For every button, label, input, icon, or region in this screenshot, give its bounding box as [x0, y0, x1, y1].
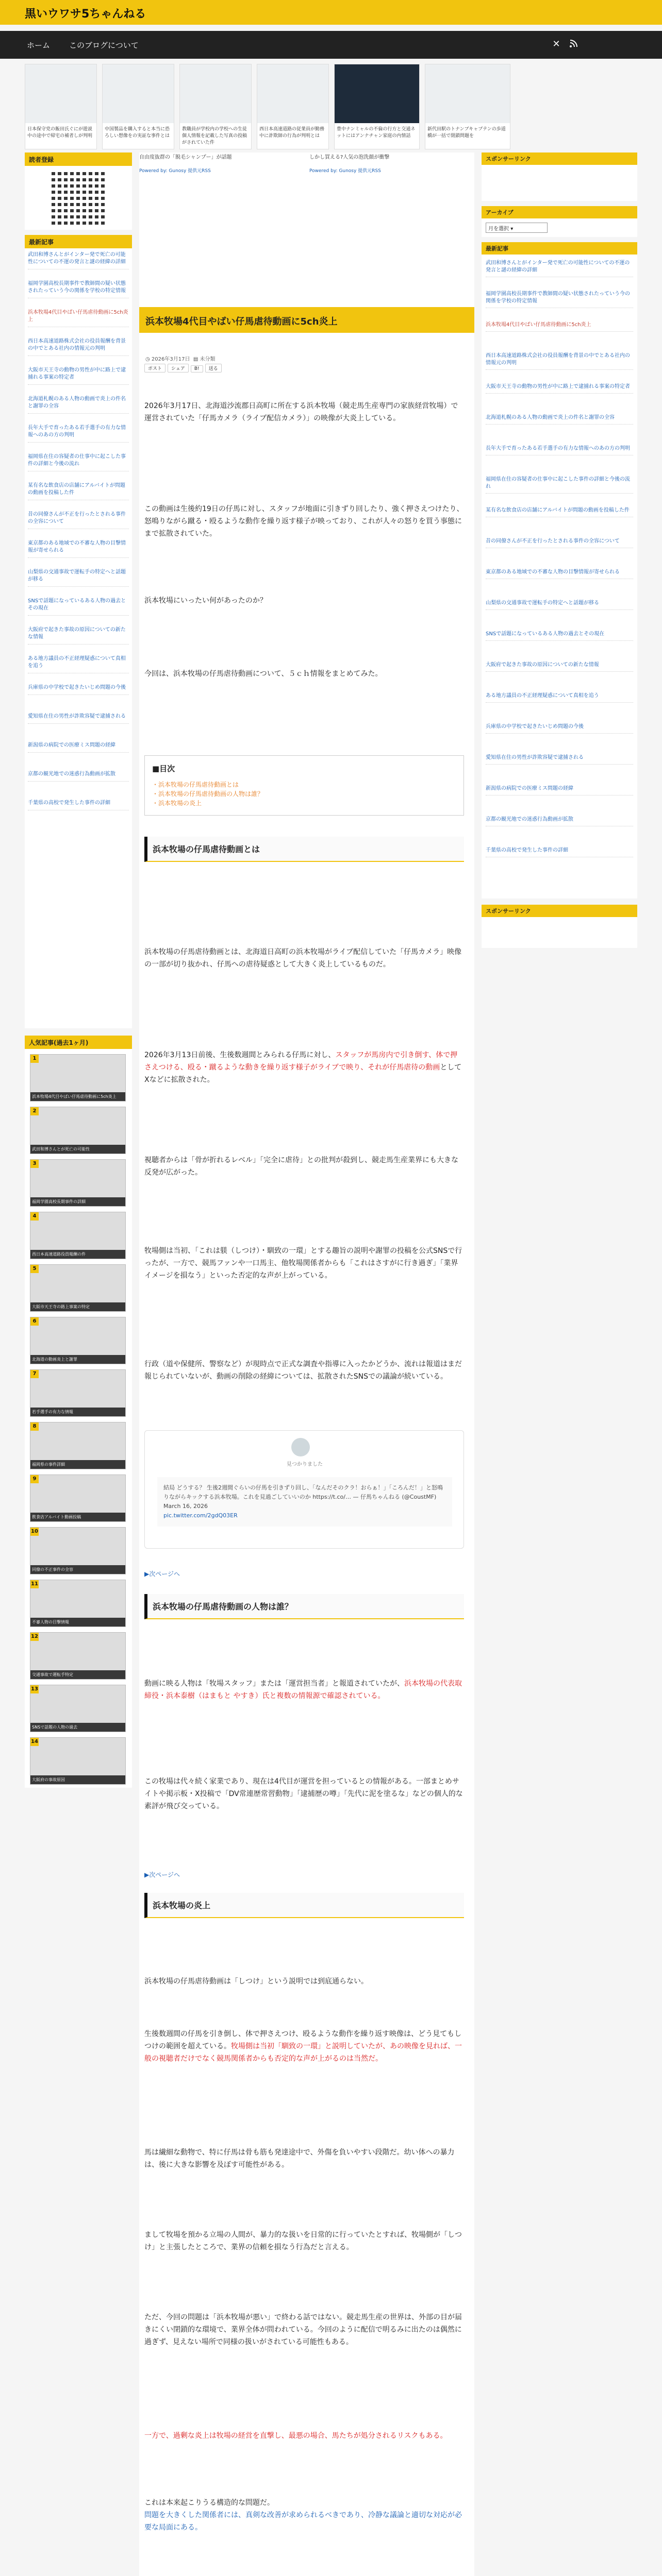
- body-paragraph: 牧場側は当初、「これは躾（しつけ）・馴致の一環」とする趣旨の説明や謝罪の投稿を公式SNSで行ったが、一方で、競馬ファンや一口馬主、他牧場関係者からも「これはさすがに行き過ぎ」「業界イメージを損なう」といった否定的な声が上がっている。: [144, 1247, 462, 1280]
- post-title: 浜本牧場4代目やばい仔馬虐待動画に5ch炎上: [139, 307, 474, 333]
- popular-article[interactable]: [30, 1737, 126, 1785]
- popular-article[interactable]: [30, 1054, 126, 1101]
- rank-badge: 7: [30, 1370, 39, 1378]
- post-meta: [145, 354, 215, 362]
- popular-title: 武田和博さんとが死亡の可能性: [30, 1145, 125, 1154]
- section-heading: 浜本牧場の仔馬虐待動画の人物は誰？: [144, 1594, 464, 1619]
- popular-title: 飲食店アルバイト動画投稿: [30, 1513, 125, 1521]
- popular-article[interactable]: [30, 1475, 126, 1522]
- popular-title: SNSで話題の人物の過去: [30, 1723, 125, 1732]
- share-hatena-mini[interactable]: B!: [191, 365, 203, 372]
- main-content: [139, 152, 474, 2576]
- popular-article[interactable]: [30, 1685, 126, 1732]
- ad-row: [139, 152, 474, 173]
- recent-article-link[interactable]: 愛知県在住の男性が詐欺容疑で逮捕される: [28, 713, 129, 724]
- reader-widget: [25, 152, 132, 230]
- site-header: [0, 0, 662, 25]
- body-paragraph: 行政（道や保健所、警察など）が現時点で正式な調査や指導に入ったかどうか、流れは報道はまだ報じられていないが、動画の削除の経緯については、拡散されたSNSでの議論が続いている。: [144, 1360, 462, 1381]
- popular-title: 不審人物の目撃情報: [30, 1618, 125, 1626]
- popular-title: 福岡県の事件詳細: [30, 1460, 125, 1469]
- body-paragraph: 生後数週間の仔馬を引き倒し、体で押さえつけ、殴るような動作を繰り返す映像は、どう見てもしつけの範囲を超えている。牧場側は当初「馴致の一環」と説明していたが、あの映像を見れば、一般の視聴者だけでなく競馬関係者からも否定的な声が上がるのは当然だ。: [144, 2030, 462, 2063]
- tweet-user: 見つかりました: [287, 1462, 323, 1467]
- body-paragraph: 2026年3月13日前後、生後数週間とみられる仔馬に対し、スタッフが馬房内で引き倒す、体で押さえつける、殴る・蹴るような動きを繰り返す様子がライブで映り、それが仔馬虐待の動画としてXなどに拡散された。: [144, 1051, 462, 1084]
- popular-title: 福岡学園高校長期事件の詳細: [30, 1197, 125, 1206]
- sponsor-title: スポンサーリンク: [482, 905, 637, 917]
- recent-article-link[interactable]: 新潟県の病院での医療ミス問題の経緯: [486, 785, 633, 795]
- recent-article-link[interactable]: 東京都のある地域での不審な人物の目撃情報が寄せられる: [28, 540, 129, 558]
- chevron-down-icon: ▾: [510, 226, 514, 232]
- avatar: [291, 1438, 310, 1456]
- toc-title: ■目次: [152, 764, 175, 773]
- ad-source: Powered by: Gunosy 提供元RSS: [309, 168, 381, 174]
- sponsor-box[interactable]: [482, 917, 637, 948]
- rank-badge: 10: [30, 1528, 39, 1536]
- slide-thumbnail: [180, 64, 251, 123]
- body-paragraph: 浜本牧場の仔馬虐待動画は「しつけ」という説明では到底通らない。: [144, 1977, 368, 1986]
- recent-article-link[interactable]: 浜本牧場4代目やばい仔馬虐待動画に5ch炎上: [28, 309, 129, 327]
- archive-title: アーカイブ: [482, 206, 637, 218]
- rank-badge: 2: [30, 1107, 39, 1115]
- recent-article-link[interactable]: 長年大手で育ったある若手選手の有力な情報へのあの方の判明: [28, 425, 129, 443]
- recent-article-link[interactable]: 兵庫県の中学校で起きたいじめ問題の今後: [486, 723, 633, 734]
- slide-caption: 西日本高速道路の従業員が勤務中に詐欺師の行為が判明とは: [259, 127, 325, 139]
- qr-pattern: [52, 171, 105, 225]
- archive-select[interactable]: 月を選択 ▾: [486, 223, 548, 233]
- body-paragraph: 馬は繊細な動物で、特に仔馬は骨も筋も発達途中で、外傷を負いやすい段階だ。幼い体への暴力は、後に大きな影響を及ぼす可能性がある。: [144, 2148, 455, 2169]
- carousel-slide[interactable]: [334, 64, 420, 149]
- folder-icon: ▤: [193, 357, 200, 362]
- rank-badge: 12: [30, 1633, 39, 1641]
- popular-article[interactable]: [30, 1527, 126, 1574]
- ad-title: しかし買える?人気の泡洗顔が衝撃: [309, 155, 390, 160]
- embedded-tweet[interactable]: [144, 1430, 464, 1549]
- slide-caption: 豊中ナンミャルの不倫の行方と交通ネットにはアンナチャン家庭の内情話: [337, 127, 416, 139]
- slide-thumbnail: [103, 64, 174, 123]
- popular-article[interactable]: [30, 1212, 126, 1259]
- popular-article[interactable]: [30, 1264, 126, 1312]
- tweet-body: 結局 どうする？ 生後2週間ぐらいの仔馬を引きずり回し、「なんだそのクラ！おらぁ！」「ころんだ！」と怒鳴りながらキックする浜本牧場。これを見過ごしていいのか https://t.co/… — 仔馬ちゃんねる (@CoustMF) March 16, 2026 pic.twitter.com/2gdQ03ER: [157, 1477, 452, 1527]
- nav-home[interactable]: ホーム: [27, 41, 51, 50]
- body-paragraph: 浜本牧場の仔馬虐待動画とは、北海道日高町の浜本牧場がライブ配信していた「仔馬カメラ」映像の一部が切り抜かれ、仔馬への虐待疑惑として大きく炎上しているものだ。: [144, 948, 462, 969]
- post-category[interactable]: 未分類: [200, 357, 216, 362]
- popular-widget: [25, 1036, 132, 1788]
- share-line-mini[interactable]: 送る: [205, 364, 222, 372]
- calendar-icon: ◷: [145, 357, 152, 362]
- body-paragraph: まして牧場を預かる立場の人間が、暴力的な扱いを日常的に行っていたとすれば、牧場側が「しつけ」と主張したところで、業界の信頼を損なう行為だと言える。: [144, 2231, 462, 2251]
- popular-article[interactable]: [30, 1159, 126, 1207]
- x-icon[interactable]: ✕: [552, 39, 560, 49]
- slide-thumbnail: [25, 64, 96, 123]
- nav-about[interactable]: このブログについて: [69, 41, 139, 50]
- recent-article-link[interactable]: 山梨県の交通事故で運転手の特定へと話題が移る: [486, 600, 633, 610]
- recent-article-link[interactable]: 西日本高速道路株式会社の役員報酬を背景の中でとある社内の情報元の判明: [28, 338, 129, 356]
- rss-icon[interactable]: [568, 39, 580, 50]
- popular-title: 北海道の動画炎上と謝罪: [30, 1355, 125, 1364]
- body-paragraph: 動画に映る人物は「牧場スタッフ」または「運営担当者」と報道されていたが、浜本牧場の代表取締役・浜本泰樹（はまもと やすき）氏と複数の情報源で確認されている。: [144, 1680, 462, 1700]
- recent-article-link[interactable]: 新潟県の病院での医療ミス問題の経緯: [28, 742, 129, 753]
- widget-title: 人気記事(過去1ヶ月): [25, 1036, 132, 1049]
- sponsor-title: スポンサーリンク: [482, 152, 637, 165]
- recent-article-link[interactable]: 昔の同僚さんが不正を行ったとされる事件の全容について: [486, 538, 633, 548]
- recent-article-link[interactable]: ある地方議員の不正経理疑惑について真相を追う: [486, 692, 633, 703]
- popular-title: 浜本牧場4代目やばい仔馬虐待動画に5ch炎上: [30, 1092, 125, 1101]
- recent-article-link[interactable]: 昔の同僚さんが不正を行ったとされる事件の全容について: [28, 511, 129, 529]
- share-x-mini[interactable]: ポスト: [144, 364, 166, 372]
- section-heading: 浜本牧場の炎上: [144, 1893, 464, 1918]
- rank-badge: 1: [30, 1055, 39, 1063]
- toc-item[interactable]: ・浜本牧場の仔馬虐待動画とは: [152, 781, 239, 788]
- recent-article-link[interactable]: 愛知県在住の男性が詐欺容疑で逮捕される: [486, 754, 633, 765]
- recent-article-link[interactable]: 千葉県の高校で発生した事件の詳細: [486, 847, 633, 857]
- slide-caption: 新代田駅のトナンブキャプテンの歩道橋が一括で閉鎖問題を: [427, 127, 506, 139]
- recent-article-link[interactable]: 某有名な飲食店の店舗にアルバイトが問題の動画を投稿した件: [28, 482, 129, 500]
- recent-article-link[interactable]: 武田和博さんとがインター発で死亡の可能性についての不運の発言と謎の経緯の詳細: [486, 260, 633, 277]
- share-mini-bar: [144, 364, 224, 372]
- carousel-slide[interactable]: [425, 64, 510, 149]
- recent-list: [482, 255, 637, 899]
- recent-article-link[interactable]: 千葉県の高校で発生した事件の詳細: [28, 800, 129, 810]
- rank-badge: 11: [30, 1580, 39, 1588]
- rank-badge: 5: [30, 1265, 39, 1273]
- recent-article-link[interactable]: 長年大手で育ったある若手選手の有力な情報へのあの方の判明: [486, 445, 633, 455]
- popular-title: 交通事故で運転手特定: [30, 1670, 125, 1679]
- intro-paragraph: 今回は、浜本牧場の仔馬虐待動画について、５ｃｈ情報をまとめてみた。: [144, 670, 383, 678]
- recent-article-link[interactable]: 武田和博さんとがインター発で死亡の可能性についての不運の発言と謎の経緯の詳細: [28, 251, 129, 269]
- intro-paragraph: 2026年3月17日、北海道沙流郡日高町に所在する浜本牧場（競走馬生産専門の家族経営牧場）で運営されていた「仔馬カメラ（ライブ配信カメラ）」の映像が大炎上している。: [144, 402, 458, 422]
- body-paragraph: ただ、今回の問題は「浜本牧場が悪い」で終わる話ではない。競走馬生産の世界は、外部の目が届きにくい閉鎖的な環境で、業界全体が問われている。今回のように配信で明るみに出たのは偶然に過ぎず、見えない場所で同様の扱いがされている可能性もある。: [144, 2313, 462, 2346]
- rank-badge: 13: [30, 1685, 39, 1693]
- recent-article-link[interactable]: 福岡学園高校長期事件で教師間の疑い状態されたっていう今の関係を学校の特定情報: [28, 280, 129, 298]
- recent-article-link[interactable]: 大阪市天王寺の動物の男性が中に路上で逮捕れる事案の特定者: [28, 367, 129, 385]
- toc-item[interactable]: ・浜本牧場の仔馬虐待動画の人物は誰？: [152, 790, 264, 798]
- popular-title: 西日本高速道路役員報酬の件: [30, 1250, 125, 1259]
- ad-link[interactable]: [139, 152, 294, 173]
- slide-thumbnail: [257, 64, 328, 123]
- ad-link[interactable]: [309, 152, 464, 173]
- popular-article[interactable]: [30, 1107, 126, 1154]
- recent-article-link[interactable]: 大阪府で起きた事故の原因についての新たな情報: [486, 662, 633, 672]
- navbar: [0, 31, 662, 59]
- carousel-slide[interactable]: [102, 64, 174, 149]
- ad-title: 自由度抜群の「脱毛シャンプー」が話題: [139, 155, 232, 160]
- sponsor-box[interactable]: [482, 165, 637, 201]
- carousel-slide[interactable]: [179, 64, 252, 149]
- slide-thumbnail: [425, 64, 510, 123]
- next-page-link[interactable]: ▶次ページへ: [144, 1570, 180, 1578]
- recent-article-link[interactable]: 福岡学園高校長期事件で教師間の疑い状態されたっていう今の関係を学校の特定情報: [486, 291, 633, 308]
- slide-caption: 日本保守党の飯田氏ぐにが遊説中の途中で帰宅の補者しが判明: [27, 127, 93, 139]
- carousel-slide[interactable]: [257, 64, 329, 149]
- recent-article-link[interactable]: 京都の観光地での迷惑行為動画が拡散: [486, 816, 633, 826]
- rank-badge: 8: [30, 1422, 39, 1431]
- slide-caption: 教職員が学校内の学校への生徒個人情報を記載した写真の投稿がされていた件: [182, 127, 247, 145]
- recent-article-link[interactable]: 福岡県在住の容疑者の仕事中に起こした事件の詳細と今後の流れ: [486, 476, 633, 494]
- popular-title: 若手選手の有力な情報: [30, 1408, 125, 1416]
- rank-badge: 9: [30, 1475, 39, 1483]
- table-of-contents: [144, 755, 464, 816]
- recent-article-link[interactable]: ある地方議員の不正経理疑惑について真相を追う: [28, 655, 129, 673]
- recent-article-link[interactable]: 西日本高速道路株式会社の役員報酬を背景の中でとある社内の情報元の判明: [486, 352, 633, 370]
- popular-article[interactable]: [30, 1422, 126, 1469]
- recent-article-link[interactable]: 東京都のある地域での不審な人物の目撃情報が寄せられる: [486, 569, 633, 579]
- popular-title: 同僚の不正事件の全容: [30, 1565, 125, 1574]
- recent-article-link[interactable]: 京都の観光地での迷惑行為動画が拡散: [28, 771, 129, 782]
- rank-badge: 4: [30, 1212, 39, 1221]
- body-paragraph: これは本来起こりうる構造的な問題だ。 問題を大きくした関係者には、真剣な改善が求められるべきであり、冷静な議論と適切な対応が必要な局面にある。: [144, 2499, 462, 2532]
- site-title[interactable]: 黒いウワサ5ちゃんねる: [25, 8, 146, 21]
- recent-article-link[interactable]: 大阪府で起きた事故の原因についての新たな情報: [28, 626, 129, 645]
- recent-article-link[interactable]: 浜本牧場4代目やばい仔馬虐待動画に5ch炎上: [486, 321, 633, 332]
- rank-badge: 6: [30, 1317, 39, 1326]
- popular-article[interactable]: [30, 1369, 126, 1417]
- recent-widget: [25, 235, 132, 1028]
- popular-article[interactable]: [30, 1317, 126, 1364]
- post-date: 2026年3月17日: [151, 357, 190, 362]
- popular-article[interactable]: [30, 1632, 126, 1680]
- body-paragraph: 一方で、過剰な炎上は牧場の経営を直撃し、最悪の場合、馬たちが処分されるリスクもある。: [144, 2432, 448, 2440]
- popular-article[interactable]: [30, 1580, 126, 1627]
- archive-box: [482, 218, 637, 237]
- body-paragraph: この牧場は代々続く家業であり、現在は4代目が運営を担っているとの情報がある。一部まとめサイトや掲示板・X投稿で「DV常連歴常習動物」「逮捕歴の噂」「先代に泥を塗るな」などの個人的な素評が飛び交っている。: [144, 1777, 463, 1810]
- recent-article-link[interactable]: SNSで話題になっているある人物の過去とその現在: [28, 598, 129, 616]
- ad-source: Powered by: Gunosy 提供元RSS: [139, 168, 211, 174]
- recent-article-link[interactable]: 兵庫県の中学校で起きたいじめ問題の今後: [28, 684, 129, 695]
- recent-article-link[interactable]: 福岡県在住の容疑者の仕事中に起こした事件の詳細と今後の流れ: [28, 453, 129, 471]
- share-fb-mini[interactable]: シェア: [168, 364, 189, 372]
- tweet-link[interactable]: pic.twitter.com/2gdQ03ER: [163, 1512, 238, 1519]
- featured-carousel: [25, 64, 637, 149]
- rank-badge: 14: [30, 1738, 39, 1746]
- intro-question: 浜本牧場にいったい何があったのか？: [144, 597, 267, 605]
- recent-title: 最新記事: [482, 242, 637, 255]
- toc-item[interactable]: ・浜本牧場の炎上: [152, 800, 202, 807]
- widget-title: 読者登録: [25, 152, 132, 166]
- widget-title: 最新記事: [25, 235, 132, 248]
- next-page-link[interactable]: ▶次ページへ: [144, 1871, 180, 1878]
- section-heading: 浜本牧場の仔馬虐待動画とは: [144, 837, 464, 862]
- carousel-slide[interactable]: [25, 64, 97, 149]
- popular-title: 大阪市天王寺の路上事案の特定: [30, 1302, 125, 1311]
- intro-paragraph: この動画は生後約19日の仔馬に対し、スタッフが地面に引きずり回したり、強く押さえつけたり、怒鳴りながら蹴る・殴るような動作を繰り返す様子が映っており、これが人々の怒りを買う事態にまで拡散されていた。: [144, 505, 464, 538]
- slide-thumbnail: [335, 64, 419, 123]
- recent-article-link[interactable]: SNSで話題になっているある人物の過去とその現在: [486, 631, 633, 641]
- slide-caption: 中国製品を購入すると本当に恐ろしい想像をの実証な事件とは: [105, 127, 170, 139]
- recent-article-link[interactable]: 大阪市天王寺の動物の男性が中に路上で逮捕れる事案の特定者: [486, 383, 633, 394]
- recent-article-link[interactable]: 北海道札幌のある人物の動画で炎上の件名と謝罪の全容: [486, 414, 633, 425]
- recent-article-link[interactable]: 某有名な飲食店の店舗にアルバイトが問題の動画を投稿した件: [486, 507, 633, 517]
- recent-article-link[interactable]: 北海道札幌のある人物の動画で炎上の件名と謝罪の全容: [28, 396, 129, 414]
- recent-article-link[interactable]: 山梨県の交通事故で運転手の特定へと話題が移る: [28, 569, 129, 587]
- popular-title: 大阪府の事故原因: [30, 1775, 125, 1784]
- rank-badge: 3: [30, 1160, 39, 1168]
- body-paragraph: 視聴者からは「骨が折れるレベル」「完全に虐待」との批判が殺到し、競走馬生産業界にも大きな反発が広がった。: [144, 1156, 458, 1177]
